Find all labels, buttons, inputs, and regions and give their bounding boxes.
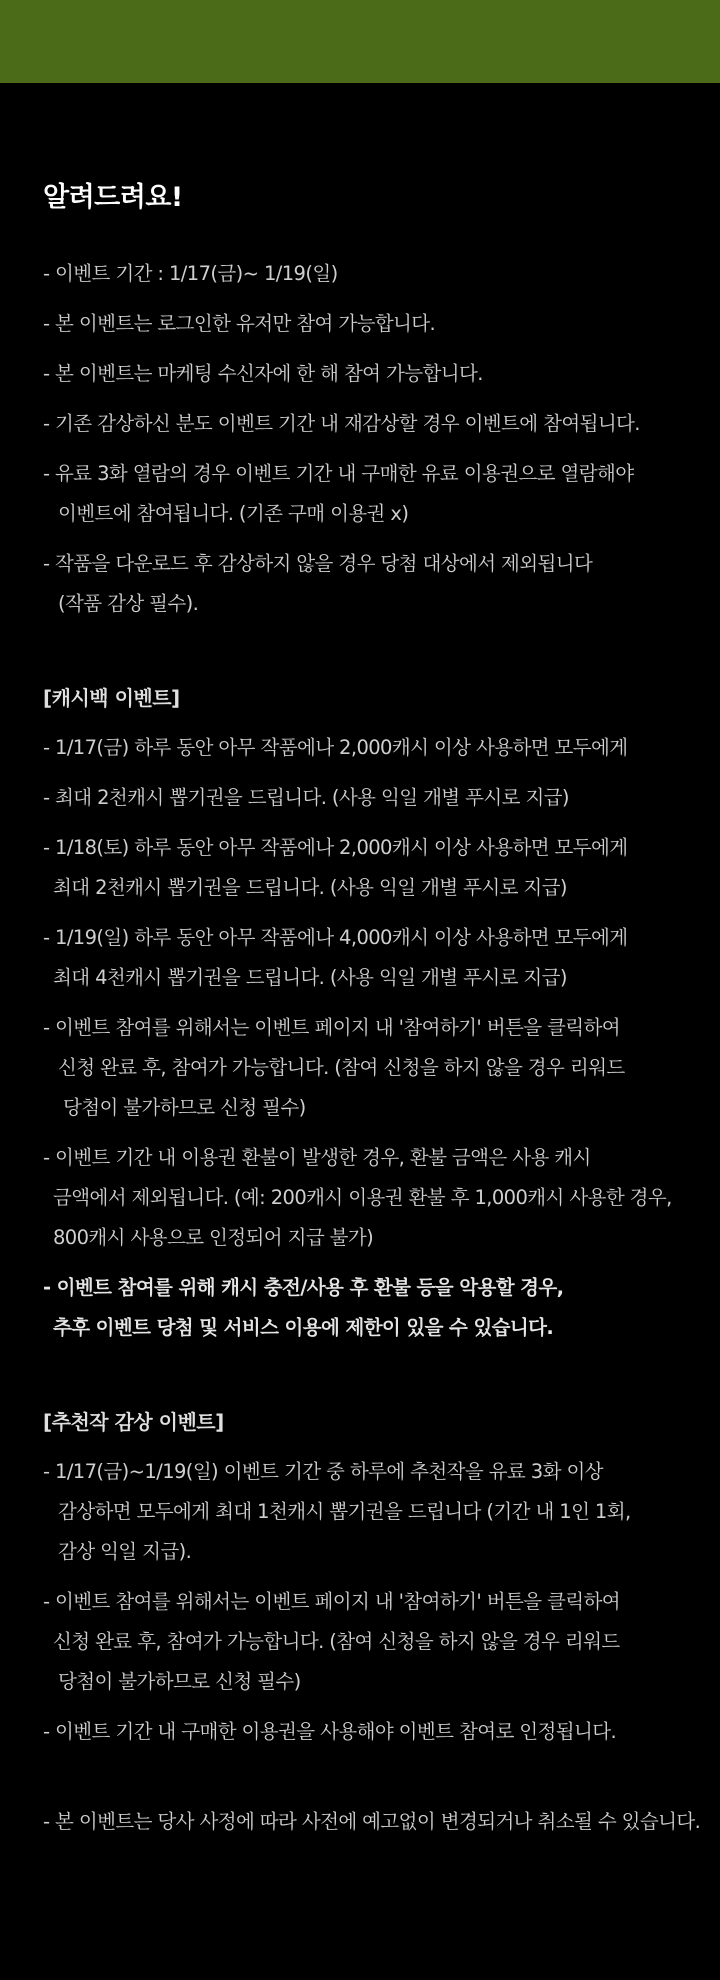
- notice-line: - 기존 감상하신 분도 이벤트 기간 내 재감상할 경우 이벤트에 참여됩니다.: [43, 412, 640, 435]
- notice-title: 알려드려요!: [43, 182, 183, 213]
- recommend-list: [43, 1452, 713, 1752]
- recommend-item: [43, 1712, 713, 1752]
- notice-item: [43, 254, 713, 294]
- notice-item: [43, 304, 713, 344]
- notice-item: [43, 354, 713, 394]
- recommend-line: - 이벤트 기간 내 구매한 이용권을 사용해야 이벤트 참여로 인정됩니다.: [43, 1720, 617, 1743]
- recommend-item: [43, 1582, 713, 1702]
- cashback-line: - 이벤트 기간 내 이용권 환불이 발생한 경우, 환불 금액은 사용 캐시: [43, 1146, 591, 1169]
- notice-item: [43, 404, 713, 444]
- cashback-line: 추후 이벤트 당첨 및 서비스 이용에 제한이 있을 수 있습니다.: [53, 1316, 554, 1339]
- recommend-item: [43, 1452, 713, 1572]
- cashback-line: - 1/18(토) 하루 동안 아무 작품에나 2,000캐시 이상 사용하면 모두에게: [43, 836, 628, 859]
- recommend-line: 신청 완료 후, 참여가 가능합니다. (참여 신청을 하지 않을 경우 리워드: [53, 1630, 620, 1653]
- cashback-line: 신청 완료 후, 참여가 가능합니다. (참여 신청을 하지 않을 경우 리워드: [58, 1056, 625, 1079]
- cashback-section-title: [캐시백 이벤트]: [43, 686, 180, 710]
- notice-line: - 이벤트 기간 : 1/17(금)~ 1/19(일): [43, 262, 338, 285]
- cashback-item: [43, 1138, 713, 1258]
- cashback-line: 최대 4천캐시 뽑기권을 드립니다. (사용 익일 개별 푸시로 지급): [53, 966, 567, 989]
- notice-line: 이벤트에 참여됩니다. (기존 구매 이용권 x): [58, 502, 409, 525]
- cashback-line: - 1/17(금) 하루 동안 아무 작품에나 2,000캐시 이상 사용하면 모두에게: [43, 736, 628, 759]
- notice-line: (작품 감상 필수).: [58, 592, 199, 615]
- cashback-item: [43, 918, 713, 998]
- cashback-line: - 최대 2천캐시 뽑기권을 드립니다. (사용 익일 개별 푸시로 지급): [43, 786, 569, 809]
- cashback-warning: [43, 1268, 713, 1348]
- cashback-line: - 이벤트 참여를 위해서는 이벤트 페이지 내 '참여하기' 버튼을 클릭하여: [43, 1016, 620, 1039]
- notice-item: [43, 454, 713, 534]
- cashback-line: 최대 2천캐시 뽑기권을 드립니다. (사용 익일 개별 푸시로 지급): [53, 876, 567, 899]
- cashback-list: [43, 728, 713, 1348]
- recommend-line: - 이벤트 참여를 위해서는 이벤트 페이지 내 '참여하기' 버튼을 클릭하여: [43, 1590, 620, 1613]
- cashback-line: - 1/19(일) 하루 동안 아무 작품에나 4,000캐시 이상 사용하면 모두에게: [43, 926, 628, 949]
- cashback-line: 금액에서 제외됩니다. (예: 200캐시 이용권 환불 후 1,000캐시 사용한 경우,: [53, 1186, 672, 1209]
- notice-line: - 본 이벤트는 로그인한 유저만 참여 가능합니다.: [43, 312, 436, 335]
- recommend-section-title: [추천작 감상 이벤트]: [43, 1410, 224, 1434]
- cashback-item: [43, 1008, 713, 1128]
- cashback-line: - 이벤트 참여를 위해 캐시 충전/사용 후 환불 등을 악용할 경우,: [43, 1276, 564, 1299]
- notice-list: [43, 254, 713, 624]
- notice-line: - 본 이벤트는 마케팅 수신자에 한 해 참여 가능합니다.: [43, 362, 483, 385]
- cashback-line: 800캐시 사용으로 인정되어 지급 불가): [53, 1226, 374, 1249]
- cashback-item: [43, 828, 713, 908]
- recommend-line: - 1/17(금)~1/19(일) 이벤트 기간 중 하루에 추천작을 유료 3화 이상: [43, 1460, 603, 1483]
- recommend-line: 당첨이 불가하므로 신청 필수): [58, 1670, 301, 1693]
- notice-line: - 작품을 다운로드 후 감상하지 않을 경우 당첨 대상에서 제외됩니다: [43, 552, 593, 575]
- notice-line: - 유료 3화 열람의 경우 이벤트 기간 내 구매한 유료 이용권으로 열람해야: [43, 462, 634, 485]
- recommend-line: 감상하면 모두에게 최대 1천캐시 뽑기권을 드립니다 (기간 내 1인 1회,: [58, 1500, 631, 1523]
- notice-item: [43, 544, 713, 624]
- cashback-item: [43, 728, 713, 768]
- event-notice: [43, 178, 713, 1852]
- cashback-item: [43, 778, 713, 818]
- cashback-line: 당첨이 불가하므로 신청 필수): [63, 1096, 306, 1119]
- footer-note: - 본 이벤트는 당사 사정에 따라 사전에 예고없이 변경되거나 취소될 수 있습니다.: [43, 1810, 701, 1833]
- recommend-line: 감상 익일 지급).: [58, 1540, 192, 1563]
- top-banner: [0, 0, 720, 83]
